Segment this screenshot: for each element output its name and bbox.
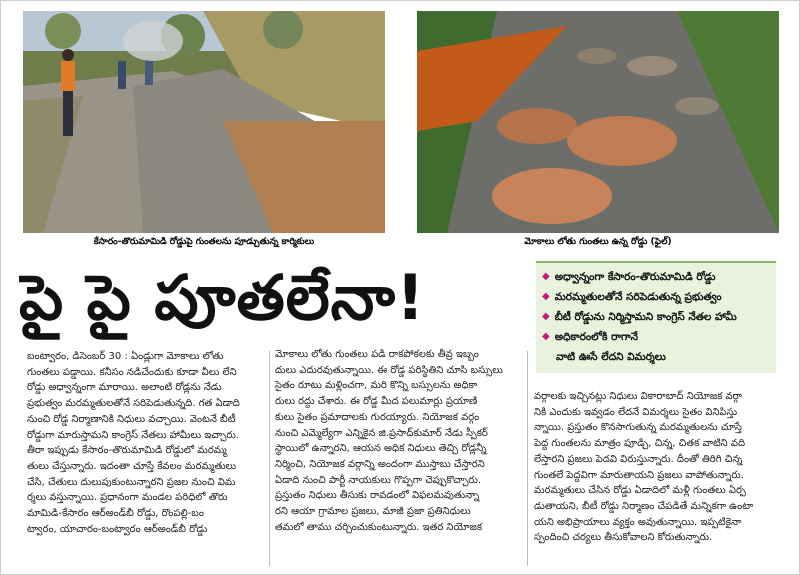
article-line: గుంతలు పడ్డాయి. కనీసం నడిచేందుకు కూడా వీలు లేని [27, 366, 237, 378]
article-line: డుతాయని, బీటీ రోడ్డు నిర్మాణం చేపడితే మన్నికగా ఉంటా [534, 500, 754, 512]
highlight-item: ◆ బీటీ రోడ్డును నిర్మిస్తామని కాంగ్రెస్ నేతల హామీ [542, 307, 770, 327]
right-photo-caption: మోకాలు లోతు గుంతలు ఉన్న రోడ్డు (ఫైల్) [524, 237, 672, 247]
article-line: సైతం రూటు మళ్లించగా, మరి కొన్ని బస్సులను అధికా [275, 380, 478, 392]
potholed-road-photo [417, 11, 779, 233]
highlight-item: ◆ అధ్వాన్నంగా కేసారం-తొరుమామిడి రోడ్డు [542, 267, 770, 287]
diamond-bullet-icon: ◆ [542, 291, 550, 302]
article-line: ప్రభుత్వం మరమ్మతులతోనే సరిపెడుతున్నది. గత ఏడాది [27, 398, 240, 410]
article-line: నుంచి రోడ్డ నిర్మాణానికి నిధులు వచ్చాయి. వెంటనే బీటీ [27, 413, 236, 425]
workers-repairing-road-photo [23, 11, 385, 233]
article-line: స్పందించి చర్యలు తీసుకోవాలని కోరుతున్నారు. [534, 532, 713, 544]
article-line: బంట్వారం, డిసెంబర్ 30 : ఏండ్లుగా మోకాలు లోతు [27, 351, 224, 362]
article-line: యని అభిప్రాయాలు వ్యక్తం అవుతున్నాయి. ఇప్పటికైనా [534, 516, 742, 528]
diamond-bullet-icon: ◆ [542, 311, 550, 322]
highlight-item: ◆ మరమ్మతులతోనే సరిపెడుతున్న ప్రభుత్వం [542, 287, 770, 307]
article-line: రోడ్డుగా మారుస్తామని కాంగ్రెస్ నేతలు హామీలు ఇచ్చారు. [27, 429, 239, 441]
article-line: ర్శలు వస్తున్నాయి. ప్రధానంగా మండల పరిధిలో తొరు [27, 492, 228, 504]
article-column-1 [27, 349, 267, 537]
article-column-2 [275, 347, 517, 535]
article-line: వర్గాలకు ఇచ్చినట్లు నిధులు వికారాబాద్ నియోజక వర్గా [534, 391, 743, 402]
article-line: న్నాయి. ప్రస్తుతం కొనసాగుతున్న మరమ్మతులను చూస్తే [534, 422, 742, 434]
article-line: ఏడాది నుంచి పార్టీ నాయకులు గొప్పగా చెప్పుకొచ్చారు. [275, 474, 481, 486]
article-line: రులు రద్దు చేశారు. ఈ రోడ్డ మీద పలుమార్లు ప్రయాణి [275, 396, 478, 408]
article-line: తులు చేస్తున్నారు. ఇదంతా చూస్తే కేవలం మరమ్మతులు [27, 460, 237, 472]
article-line: దులు ఎదురవుతున్నాయి. ఈ రోడ్డ పరిస్థితిని చూసి బస్సులు [275, 364, 503, 376]
article-line: మామిడి-కేసారం ఆర్‌అండ్‌బీ రోడ్డు, రొంపల్లి-బం [27, 508, 204, 520]
highlight-item: ◆ అధికారంలోకి రాగానే [542, 327, 770, 347]
article-line: కులు సైతం ప్రమాదాలకు గురయ్యారు. నియోజక వర్గం [275, 411, 480, 423]
column-divider [269, 351, 270, 566]
article-line: గుంతలే పెద్దవిగా మారుతాయని ప్రజలు వాపోతున్నారు. [534, 469, 744, 481]
article-line: పెద్ద గుంతలను మాత్రం పూడ్చి, చిన్న, చితక వాటిని వది [534, 438, 746, 450]
article-line: మోకాలు లోతు గుంతలు పడి రాకపోకలకు తీవ్ర ఇబ్బం [275, 349, 479, 360]
article-line: ప్రస్తుతం నిధులు తీసుకు రావడంలో విఫలమవుతున్నా [275, 490, 480, 502]
article-line: రని ఆయా గ్రామాల ప్రజలు, మాజీ ప్రజా ప్రతినిధులు [275, 506, 471, 518]
article-line: తమలో తాము చర్చించుకుంటున్నారు. ఇతర నియోజక [275, 521, 483, 533]
article-line: చేసి, చేతులు దులుపుకుంటున్నారని ప్రజల నుంచి విమ [27, 476, 236, 488]
article-line: నిర్మించి, నియోజక వర్గాన్ని అందంగా ముస్తాబు చేస్తారని [275, 458, 485, 470]
article-line: నుంచి ఎమ్మెల్యేగా ఎన్నికైన జి.ప్రసాద్‌కుమార్ నేడు స్పీకర్ [275, 427, 488, 439]
highlight-item-continuation: వాటి ఊసే లేదని విమర్శలు [556, 351, 666, 363]
highlights-box [536, 261, 776, 373]
article-column-3 [534, 389, 778, 546]
article-line: తీరా ఇప్పుడు కేసారం-తొరుమామిడి రోడ్డులో మరమ్మ [27, 445, 227, 457]
diamond-bullet-icon: ◆ [542, 271, 550, 282]
article-line: ట్వారం, యాచారం-బంట్వారం ఆర్‌అండ్‌బీ రోడ్డు [27, 523, 208, 535]
headline: పై పై పూతలేనా! [19, 261, 426, 334]
article-line: రోడ్డు అధ్వాన్నంగా మారాయి. అలాంటి రోడ్లను నేడు [27, 382, 222, 394]
column-divider [527, 351, 528, 566]
left-photo-caption: కేసారం-తొరుమామిడి రోడ్డుపై గుంతలను పూడ్చుతున్న కార్మికులు [93, 237, 315, 247]
diamond-bullet-icon: ◆ [542, 331, 550, 342]
article-line: మరమ్మతులు చేసిన రోడ్డు ఏడాదిలో మళ్లీ గుంతలు ఏర్ప [534, 485, 746, 497]
article-line: నికి ఎందుకు ఇవ్వడం లేదనే విమర్శలు సైతం వినిపిస్తు [534, 406, 738, 418]
article-line: లేస్తారని ప్రజలు పెదవి విరుస్తున్నారు. దీంతో తిరిగి చిన్న [534, 453, 743, 465]
article-line: స్థాయిలో ఉన్నారని, ఆయన అధిక నిధులు తెచ్చి రోడ్లన్నీ [275, 443, 487, 455]
